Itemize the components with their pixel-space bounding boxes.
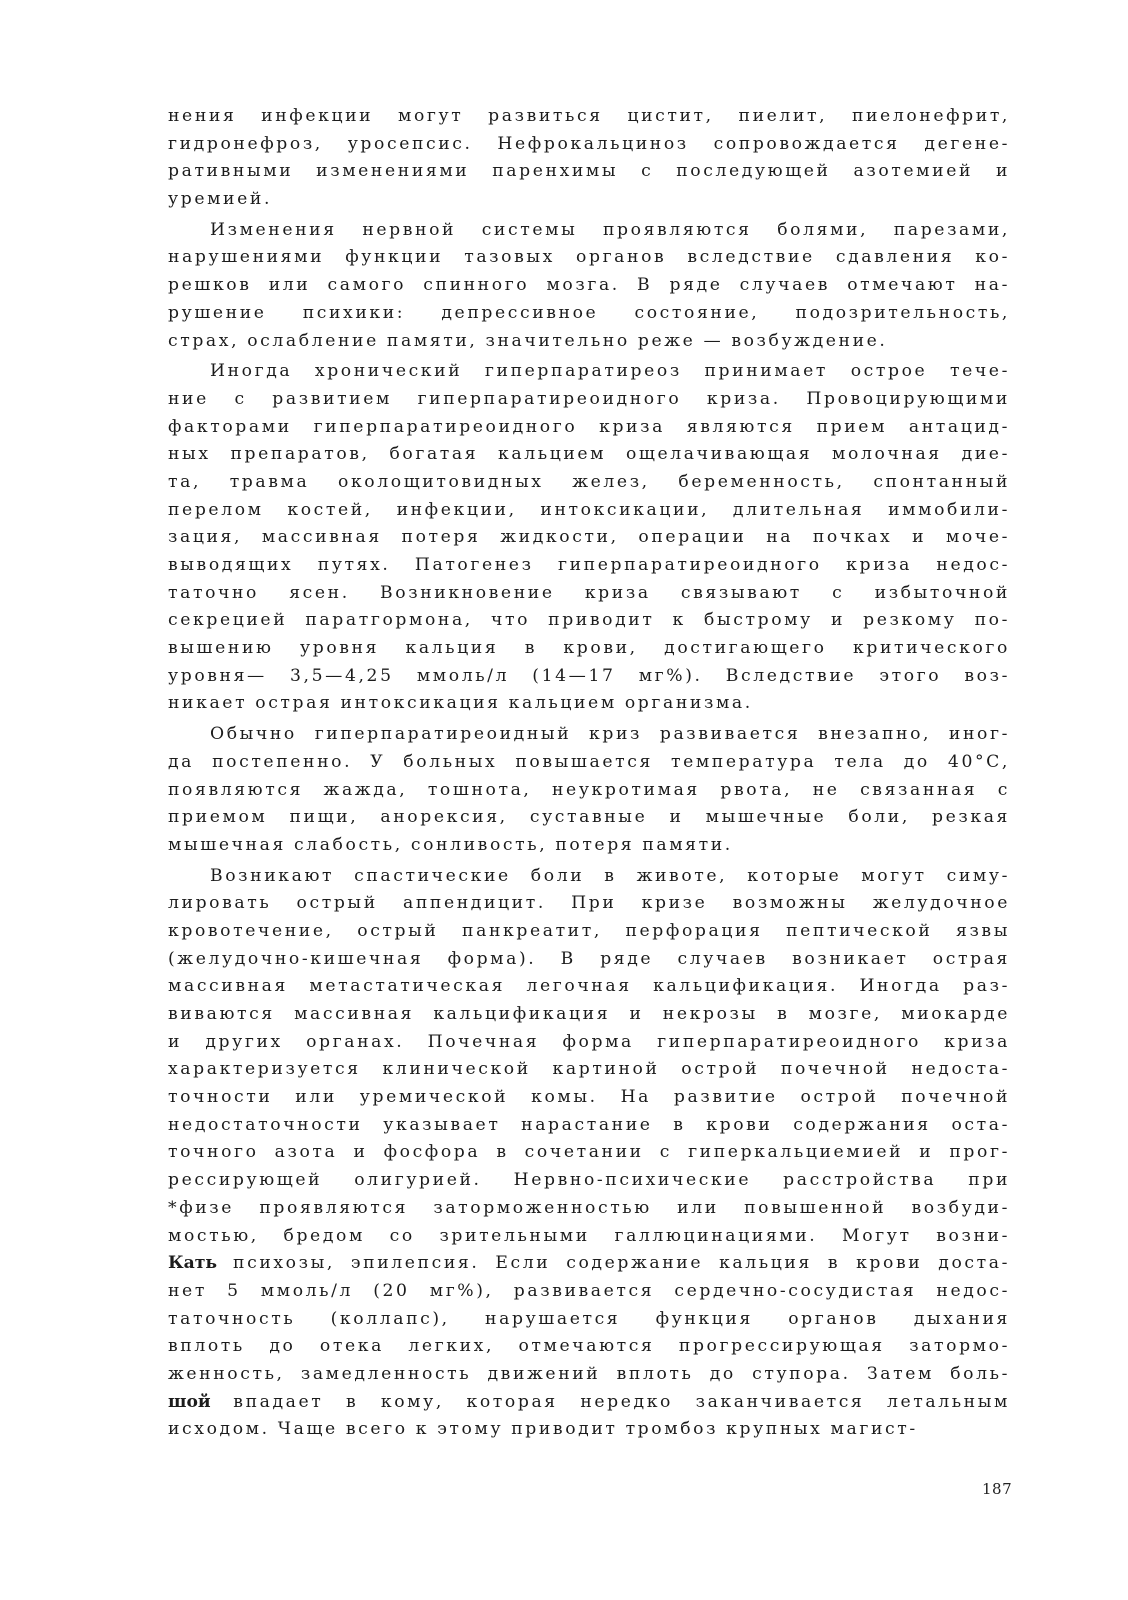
bold-word: шой <box>168 1391 211 1412</box>
text-line: нарушениями функции тазовых органов вследствие сдавления ко- <box>168 247 1010 268</box>
line-rest: впадает в кому, которая нередко заканчивается летальным <box>210 1391 1010 1412</box>
text-line: точного азота и фосфора в сочетании с гиперкальциемией и прог- <box>168 1142 1010 1163</box>
text-line: лировать острый аппендицит. При кризе возможны желудочное <box>168 893 1010 914</box>
text-line: выводящих путях. Патогенез гиперпаратиреоидного криза недос- <box>168 555 1010 575</box>
text-line: ративными изменениями паренхимы с последующей азотемией и <box>168 161 1010 182</box>
text-line: факторами гиперпаратиреоидного криза являются прием антацид- <box>168 416 1010 437</box>
text-line: точности или уремической комы. На развитие острой почечной <box>168 1087 1010 1108</box>
text-line: уровня— 3,5—4,25 ммоль/л (14—17 мг%). Вследствие этого воз- <box>168 665 1010 686</box>
text-line: решков или самого спинного мозга. В ряде случаев отмечают на- <box>168 275 1010 296</box>
text-line: нет 5 ммоль/л (20 мг%), развивается сердечно-сосудистая недос- <box>168 1280 1010 1301</box>
text-line: никает острая интоксикация кальцием организма. <box>168 693 753 714</box>
text-line: таточно ясен. Возникновение криза связывают с избыточной <box>168 582 1010 603</box>
body-text <box>168 103 1010 1444</box>
text-line: появляются жажда, тошнота, неукротимая рвота, не связанная с <box>168 779 1010 800</box>
line-rest: психозы, эпилепсия. Если содержание кальция в крови доста- <box>217 1253 1010 1274</box>
text-line: характеризуется клинической картиной острой почечной недоста- <box>168 1059 1010 1080</box>
text-line: массивная метастатическая легочная кальцификация. Иногда раз- <box>168 976 1010 997</box>
text-line: рессирующей олигурией. Нервно-психические расстройства при <box>168 1170 1010 1191</box>
text-line: да постепенно. У больных повышается температура тела до 40°С, <box>168 751 1010 772</box>
text-line: уремией. <box>168 189 273 210</box>
text-line: *физе проявляются заторможенностью или повышенной возбуди- <box>168 1197 1010 1218</box>
paragraph <box>168 103 1010 214</box>
text-line: Возникают спастические боли в животе, которые могут симу- <box>210 865 1010 886</box>
text-line: приемом пищи, анорексия, суставные и мышечные боли, резкая <box>168 807 1010 828</box>
text-line: Обычно гиперпаратиреоидный криз развивается внезапно, иног- <box>210 724 1010 745</box>
text-line: Иногда хронический гиперпаратиреоз принимает острое тече- <box>210 361 1010 382</box>
text-line: мостью, бредом со зрительными галлюцинациями. Могут возни- <box>168 1225 1010 1246</box>
text-line: секрецией паратгормона, что приводит к быстрому и резкому по- <box>168 610 1010 631</box>
paragraph <box>168 358 1010 718</box>
text-line: недостаточности указывает нарастание в крови содержания оста- <box>168 1114 1010 1135</box>
text-line: кровотечение, острый панкреатит, перфорация пептической язвы <box>168 920 1010 941</box>
bold-word: Кать <box>168 1253 218 1274</box>
text-line: виваются массивная кальцификация и некрозы в мозге, миокарде <box>168 1004 1010 1024</box>
text-line: гидронефроз, уросепсис. Нефрокальциноз сопровождается дегене- <box>168 133 1010 154</box>
text-line: ных препаратов, богатая кальцием ощелачивающая молочная дие- <box>168 444 1010 465</box>
paragraph <box>168 217 1010 355</box>
paragraph <box>168 721 1010 859</box>
text-line: женность, замедленность движений вплоть до ступора. Затем боль- <box>168 1363 1010 1384</box>
text-line <box>168 1389 1010 1417</box>
text-line: Изменения нервной системы проявляются болями, парезами, <box>210 219 1010 240</box>
text-line: перелом костей, инфекции, интоксикации, длительная иммобили- <box>168 499 1010 520</box>
text-line <box>168 1250 1010 1278</box>
text-line: зация, массивная потеря жидкости, операции на почках и моче- <box>168 527 1010 548</box>
text-line: исходом. Чаще всего к этому приводит тромбоз крупных магист- <box>168 1419 918 1440</box>
page-number: 187 <box>982 1480 1013 1498</box>
text-line: вышению уровня кальция в крови, достигающего критического <box>168 638 1010 659</box>
text-line: ние с развитием гиперпаратиреоидного криза. Провоцирующими <box>168 388 1010 409</box>
text-line: и других органах. Почечная форма гиперпаратиреоидного криза <box>168 1031 1010 1052</box>
text-line: мышечная слабость, сонливость, потеря памяти. <box>168 834 733 855</box>
text-line: вплоть до отека легких, отмечаются прогрессирующая затормо- <box>168 1336 1010 1357</box>
text-line: нения инфекции могут развиться цистит, пиелит, пиелонефрит, <box>168 106 1010 126</box>
text-line: страх, ослабление памяти, значительно реже — возбуждение. <box>168 330 888 351</box>
paragraph <box>168 863 1010 1444</box>
text-line: таточность (коллапс), нарушается функция органов дыхания <box>168 1308 1010 1329</box>
text-line: (желудочно-кишечная форма). В ряде случаев возникает острая <box>168 948 1010 969</box>
text-line: та, травма околощитовидных желез, беременность, спонтанный <box>168 471 1010 492</box>
text-line: рушение психики: депрессивное состояние, подозрительность, <box>168 302 1010 323</box>
